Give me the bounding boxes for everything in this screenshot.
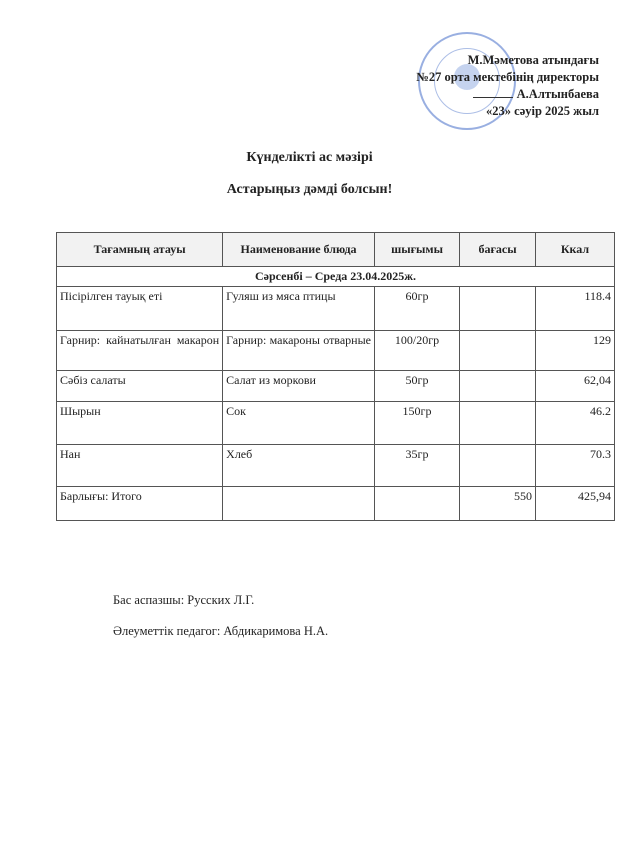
day-label: Сәрсенбі – Среда 23.04.2025ж.: [57, 267, 615, 287]
head-cook-signature: Бас аспазшы: Русских Л.Г.: [113, 593, 255, 607]
cell-price: [460, 402, 536, 445]
cell-ru: Хлеб: [223, 445, 375, 487]
cell-output: 50гр: [374, 371, 459, 402]
document-subtitle: Астарыңыз дәмді болсын!: [226, 182, 393, 197]
day-row: [57, 267, 615, 287]
cell-output: 150гр: [374, 402, 459, 445]
cell-kcal: 46.2: [535, 402, 614, 445]
cell-output: 35гр: [374, 445, 459, 487]
header-ru-name: Наименование блюда: [223, 233, 375, 267]
cell-ru: Сок: [223, 402, 375, 445]
header-output: шығымы: [374, 233, 459, 267]
cell-kz: Шырын: [57, 402, 223, 445]
cell-kz: Нан: [57, 445, 223, 487]
header-kz-name: Тағамның атауы: [57, 233, 223, 267]
cell-output: 60гр: [374, 287, 459, 331]
table-row: [57, 402, 615, 445]
cell-ru: Гарнир: макароны отварные: [223, 331, 375, 371]
total-kcal: 425,94: [535, 487, 614, 521]
approval-line-4: «23» сәуір 2025 жыл: [486, 104, 599, 118]
cell-kz: Пісірілген тауық еті: [57, 287, 223, 331]
cell-kcal: 118.4: [535, 287, 614, 331]
cell-price: [460, 331, 536, 371]
cell-kz: Гарнир: кайнатылған макарон: [57, 331, 223, 371]
cell-price: [460, 371, 536, 402]
cell-kcal: 70.3: [535, 445, 614, 487]
total-row: [57, 487, 615, 521]
cell-kcal: 129: [535, 331, 614, 371]
total-empty: [223, 487, 375, 521]
menu-table: [56, 232, 615, 521]
cell-ru: Гуляш из мяса птицы: [223, 287, 375, 331]
table-row: [57, 287, 615, 331]
table-row: [57, 371, 615, 402]
table-row: [57, 331, 615, 371]
cell-price: [460, 445, 536, 487]
cell-kz: Сәбіз салаты: [57, 371, 223, 402]
pedagogue-signature: Әлеуметтік педагог: Абдикаримова Н.А.: [113, 624, 329, 638]
table-row: [57, 445, 615, 487]
cell-output: 100/20гр: [374, 331, 459, 371]
header-price: бағасы: [460, 233, 536, 267]
signature-line: [473, 97, 513, 98]
approval-line-1: М.Мәметова атындағы: [467, 53, 599, 67]
total-price: 550: [460, 487, 536, 521]
approval-line-3: А.Алтынбаева: [516, 87, 599, 101]
cell-ru: Салат из моркови: [223, 371, 375, 402]
cell-kcal: 62,04: [535, 371, 614, 402]
header-kcal: Ккал: [535, 233, 614, 267]
approval-block: [416, 52, 599, 120]
total-empty: [374, 487, 459, 521]
total-label: Барлығы: Итого: [57, 487, 223, 521]
approval-line-2: №27 орта мектебінің директоры: [416, 70, 599, 84]
cell-price: [460, 287, 536, 331]
document-title: Күнделікті ас мәзірі: [246, 150, 373, 165]
table-header-row: [57, 233, 615, 267]
